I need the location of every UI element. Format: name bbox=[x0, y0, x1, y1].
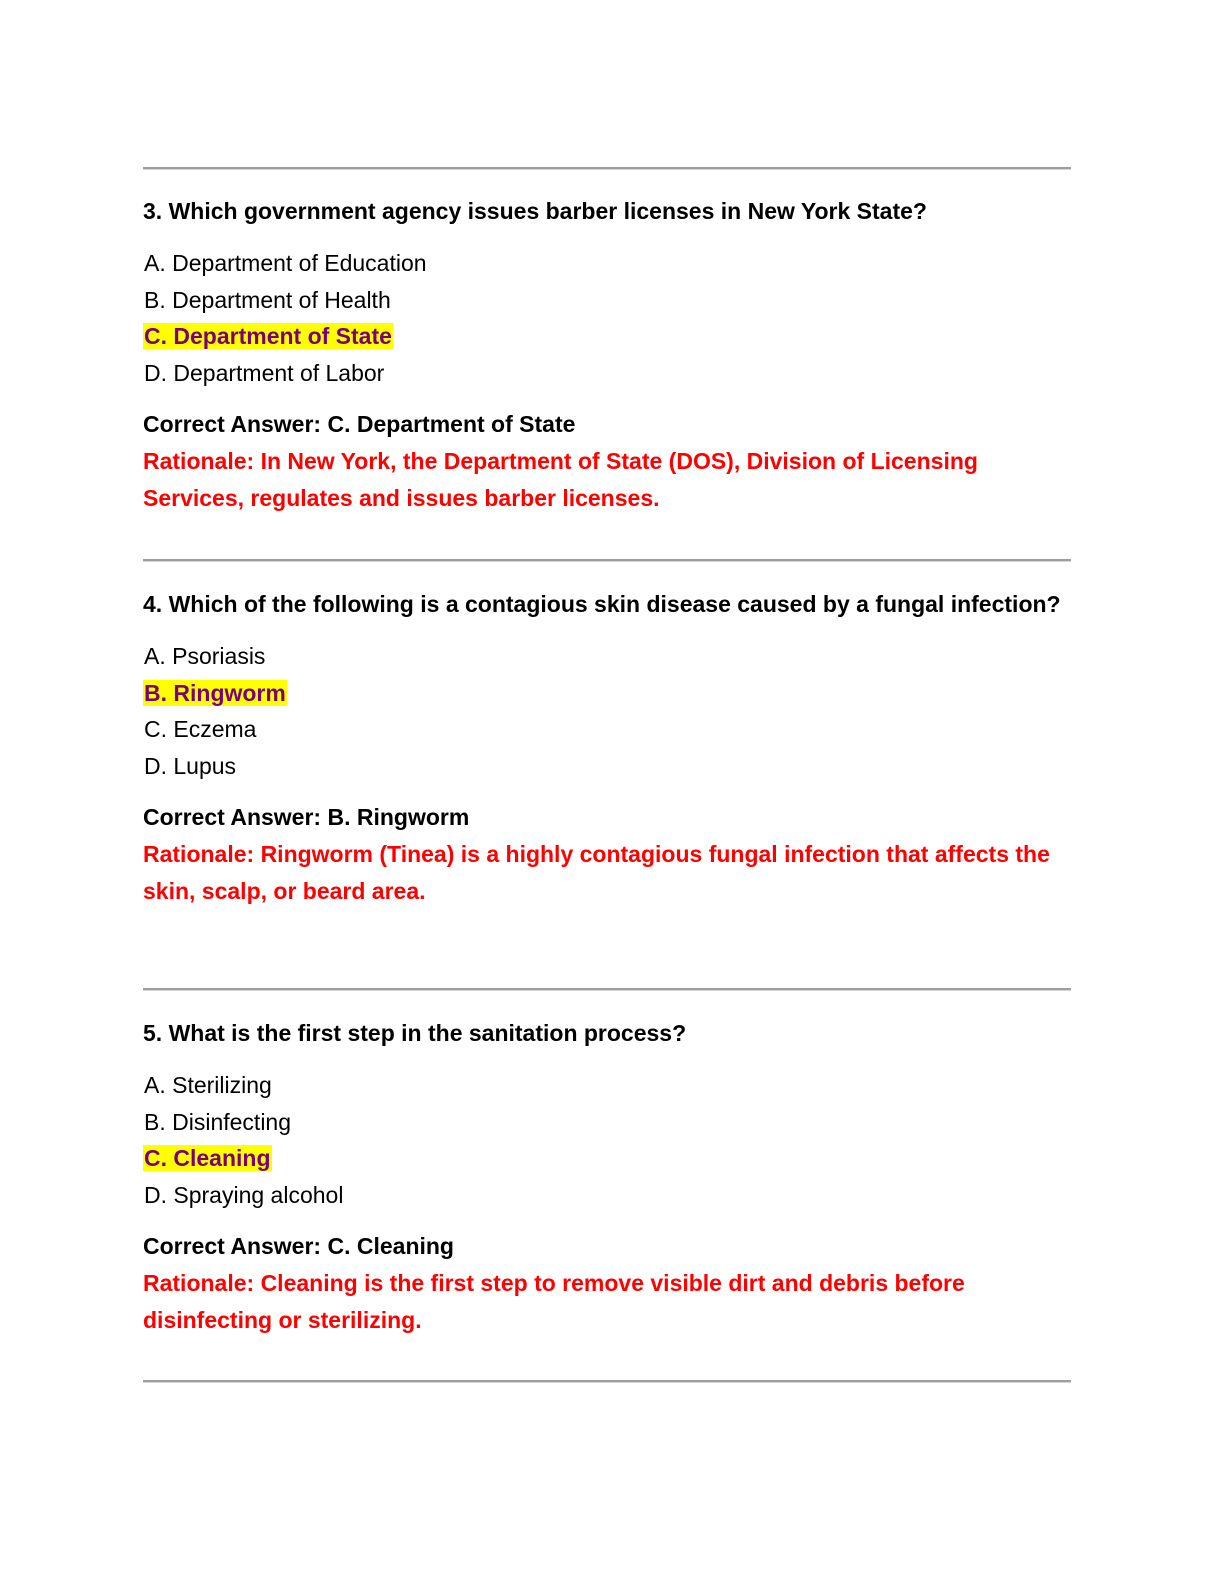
option-b: B. Disinfecting bbox=[144, 1108, 292, 1135]
divider bbox=[143, 988, 1071, 991]
question-text: 3. Which government agency issues barber licenses in New York State? bbox=[143, 198, 927, 224]
question-block-5 bbox=[143, 1015, 1071, 1339]
option-c: C. Eczema bbox=[144, 716, 257, 742]
option-list bbox=[143, 245, 1071, 391]
option-list bbox=[143, 1067, 1071, 1213]
option-d: D. Department of Labor bbox=[144, 359, 385, 386]
option-list bbox=[143, 638, 1071, 784]
question-block-4 bbox=[143, 586, 1071, 910]
question-text: 4. Which of the following is a contagious skin disease caused by a fungal infection? bbox=[143, 591, 1061, 617]
option-a: A. Psoriasis bbox=[144, 643, 266, 669]
option-a: A. Department of Education bbox=[144, 250, 427, 276]
option-b-correct: B. Ringworm bbox=[144, 679, 286, 706]
divider bbox=[143, 167, 1071, 170]
rationale: Rationale: Cleaning is the first step to remove visible dirt and debris before disinfecting or sterilizing. bbox=[143, 1270, 965, 1333]
correct-answer: Correct Answer: C. Department of State bbox=[143, 411, 576, 437]
option-c-correct: C. Department of State bbox=[144, 323, 392, 349]
rationale: Rationale: Ringworm (Tinea) is a highly contagious fungal infection that affects the skin, scalp, or beard area. bbox=[143, 841, 1050, 904]
option-b: B. Department of Health bbox=[144, 286, 391, 313]
rationale: Rationale: In New York, the Department of State (DOS), Division of Licensing Services, regulates and issues barber licenses. bbox=[143, 448, 978, 511]
divider bbox=[143, 1380, 1071, 1383]
option-c-correct: C. Cleaning bbox=[144, 1145, 271, 1171]
correct-answer: Correct Answer: B. Ringworm bbox=[143, 804, 470, 830]
option-d: D. Spraying alcohol bbox=[144, 1181, 344, 1208]
option-d: D. Lupus bbox=[144, 752, 237, 779]
question-block-3 bbox=[143, 193, 1071, 517]
question-text: 5. What is the first step in the sanitation process? bbox=[143, 1020, 687, 1046]
correct-answer: Correct Answer: C. Cleaning bbox=[143, 1233, 454, 1259]
divider bbox=[143, 559, 1071, 562]
option-a: A. Sterilizing bbox=[144, 1072, 272, 1098]
